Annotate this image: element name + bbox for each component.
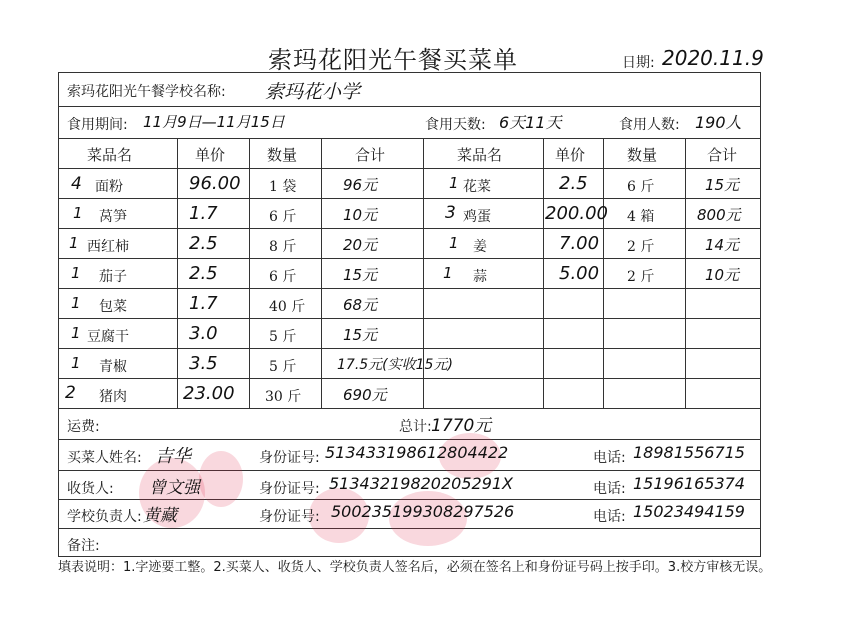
item-qty: 5 斤	[269, 359, 297, 375]
days-value: 6天11天	[499, 113, 562, 132]
item-qty: 6 斤	[627, 179, 655, 195]
fingerprint-stamp	[199, 451, 243, 507]
receiver-label: 收货人:	[67, 481, 114, 497]
date-label: 日期:	[622, 55, 655, 71]
item-qty: 2 斤	[627, 239, 655, 255]
item-price: 5.00	[559, 263, 600, 284]
days-label: 食用天数:	[425, 117, 486, 133]
item-price: 3.5	[189, 353, 218, 374]
header-total-right: 合计	[707, 146, 738, 164]
principal-label: 学校负责人:	[67, 509, 142, 525]
item-total: 10元	[705, 266, 740, 284]
item-total: 10元	[343, 206, 378, 224]
item-name: 鸡蛋	[463, 209, 491, 225]
item-price: 7.00	[559, 233, 600, 254]
grand-total-label: 总计:	[399, 419, 432, 435]
item-price: 3.0	[189, 323, 218, 344]
people-label: 食用人数:	[619, 117, 680, 133]
principal-phone-label: 电话:	[593, 509, 626, 525]
row-divider	[59, 138, 760, 139]
item-qty: 40 斤	[269, 299, 306, 315]
item-qty: 5 斤	[269, 329, 297, 345]
item-price: 2.5	[559, 173, 588, 194]
principal-phone: 15023494159	[633, 502, 745, 521]
item-name: 青椒	[99, 359, 127, 375]
item-name: 茄子	[99, 269, 127, 285]
header-price-left: 单价	[195, 146, 226, 164]
item-name: 莴笋	[99, 209, 127, 225]
item-total: 690元	[343, 386, 387, 404]
buyer-name: 吉华	[155, 446, 191, 467]
freight-label: 运费:	[67, 419, 100, 435]
receiver-name: 曾文强	[149, 478, 200, 498]
buyer-phone-label: 电话:	[593, 450, 626, 466]
item-price: 200.00	[545, 203, 608, 224]
school-label: 索玛花阳光午餐学校名称:	[67, 84, 226, 100]
item-qty: 6 斤	[269, 269, 297, 285]
item-total: 17.5元(实收15元)	[337, 357, 453, 373]
header-name-right: 菜品名	[457, 146, 503, 164]
item-name: 猪肉	[99, 389, 127, 405]
remarks-label: 备注:	[67, 538, 100, 554]
item-mark: 1	[71, 324, 81, 342]
period-value: 11月9日—11月15日	[143, 113, 285, 131]
col-divider	[321, 138, 322, 408]
instructions-note: 填表说明：1.字迹要工整。2.买菜人、收货人、学校负责人签名后，必须在签名上和身份证号码上按手印。3.校方审核无误。	[58, 560, 772, 575]
item-total: 96元	[343, 176, 378, 194]
item-name: 包菜	[99, 299, 127, 315]
item-mark: 1	[71, 264, 81, 282]
buyer-label: 买菜人姓名:	[67, 450, 142, 466]
row-divider	[59, 288, 760, 289]
header-qty-right: 数量	[627, 146, 658, 164]
col-divider	[249, 138, 250, 408]
header-qty-left: 数量	[267, 146, 298, 164]
item-price: 2.5	[189, 233, 218, 254]
item-mark: 1	[71, 294, 81, 312]
item-total: 15元	[705, 176, 740, 194]
row-divider	[59, 258, 760, 259]
principal-id-label: 身份证号:	[259, 509, 320, 525]
item-mark: 3	[445, 203, 456, 223]
people-value: 190人	[695, 113, 742, 132]
item-total: 20元	[343, 236, 378, 254]
grand-total-value: 1770元	[431, 416, 492, 436]
item-name: 豆腐干	[87, 329, 129, 345]
item-name: 姜	[473, 239, 487, 255]
item-price: 96.00	[189, 173, 241, 194]
item-mark: 1	[449, 234, 459, 252]
item-mark: 4	[71, 174, 82, 194]
item-total: 15元	[343, 266, 378, 284]
col-divider	[543, 138, 544, 408]
row-divider	[59, 228, 760, 229]
item-mark: 1	[69, 234, 79, 252]
buyer-id: 513433198612804422	[325, 443, 509, 462]
item-name: 蒜	[473, 269, 487, 285]
receiver-id-label: 身份证号:	[259, 481, 320, 497]
page-title: 索玛花阳光午餐买菜单	[268, 46, 518, 74]
period-label: 食用期间:	[67, 117, 128, 133]
item-price: 1.7	[189, 293, 218, 314]
item-name: 面粉	[95, 179, 123, 195]
item-total: 68元	[343, 296, 378, 314]
item-mark: 1	[71, 354, 81, 372]
header-price-right: 单价	[555, 146, 586, 164]
row-divider	[59, 318, 760, 319]
item-qty: 4 箱	[627, 209, 655, 225]
row-divider	[59, 168, 760, 169]
item-price: 23.00	[183, 383, 235, 404]
row-divider	[59, 198, 760, 199]
col-divider	[177, 138, 178, 408]
item-qty: 8 斤	[269, 239, 297, 255]
principal-name: 黄藏	[143, 506, 177, 526]
item-qty: 2 斤	[627, 269, 655, 285]
school-value: 索玛花小学	[265, 81, 361, 103]
col-divider	[685, 138, 686, 408]
form-table	[58, 72, 761, 557]
item-mark: 2	[65, 383, 76, 403]
receiver-phone: 15196165374	[633, 474, 745, 493]
item-qty: 30 斤	[265, 389, 302, 405]
col-divider	[603, 138, 604, 408]
receiver-id: 51343219820205291X	[329, 474, 514, 493]
item-total: 800元	[697, 206, 741, 224]
item-mark: 1	[449, 174, 459, 192]
row-divider	[59, 439, 760, 440]
row-divider	[59, 106, 760, 107]
buyer-phone: 18981556715	[633, 443, 745, 462]
item-price: 1.7	[189, 203, 218, 224]
header-total-left: 合计	[355, 146, 386, 164]
buyer-id-label: 身份证号:	[259, 450, 320, 466]
item-total: 14元	[705, 236, 740, 254]
row-divider	[59, 348, 760, 349]
item-mark: 1	[443, 264, 453, 282]
item-total: 15元	[343, 326, 378, 344]
row-divider	[59, 408, 760, 409]
date-value: 2020.11.9	[662, 46, 764, 70]
principal-id: 500235199308297526	[331, 502, 515, 521]
item-name: 花菜	[463, 179, 491, 195]
item-mark: 1	[73, 204, 83, 222]
item-qty: 1 袋	[269, 179, 297, 195]
item-price: 2.5	[189, 263, 218, 284]
row-divider	[59, 378, 760, 379]
item-name: 西红柿	[87, 239, 129, 255]
header-name-left: 菜品名	[87, 146, 133, 164]
item-qty: 6 斤	[269, 209, 297, 225]
receiver-phone-label: 电话:	[593, 481, 626, 497]
